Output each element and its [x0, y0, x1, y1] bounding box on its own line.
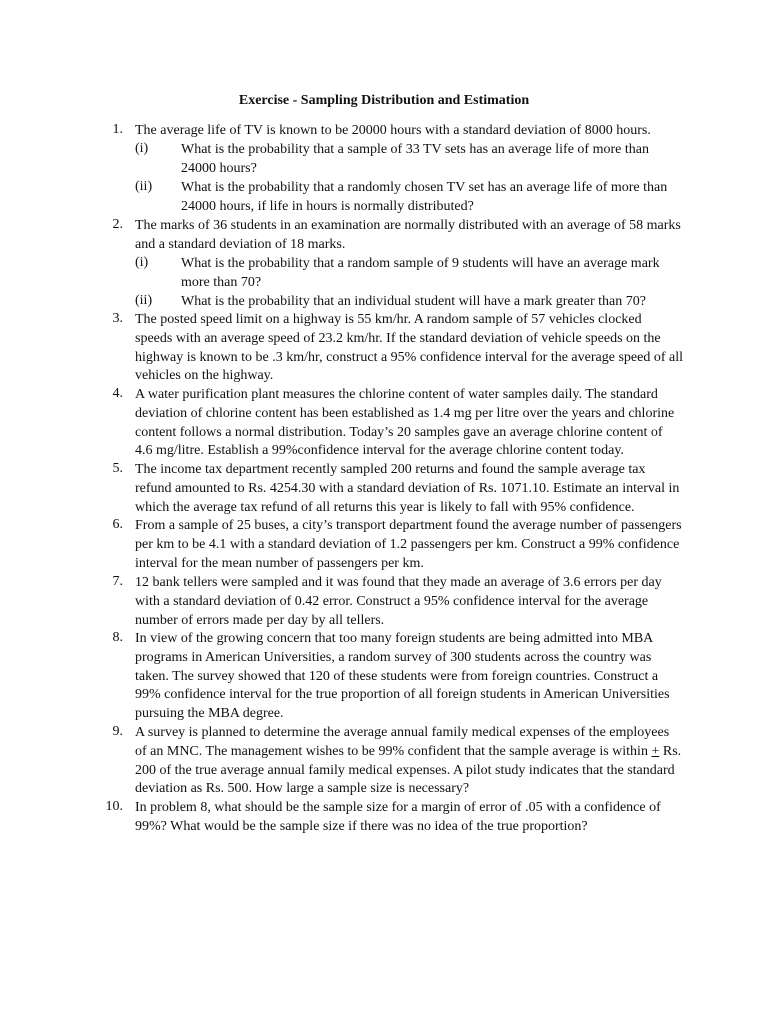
question-line — [135, 743, 680, 762]
question-number: 6. — [112, 517, 123, 532]
part-label: (i) — [135, 141, 149, 156]
part-line: What is the probability that a randomly chosen TV set has an average life of more than — [181, 180, 668, 195]
part-label: (ii) — [135, 293, 153, 308]
part-line: more than 70? — [181, 274, 262, 290]
question-line: number of errors made per day by all tellers. — [135, 612, 385, 628]
question-number: 9. — [112, 724, 123, 739]
part-line: What is the probability that a sample of 33 TV sets has an average life of more than — [181, 142, 649, 157]
question-line: A water purification plant measures the chlorine content of water samples daily. The standard — [135, 387, 658, 402]
plus-minus-symbol: + — [651, 743, 660, 759]
question-line: 99%? What would be the sample size if there was no idea of the true proportion? — [135, 818, 588, 834]
part-line: What is the probability that a random sample of 9 students will have an average mark — [181, 256, 660, 271]
question-line: deviation as Rs. 500. How large a sample size is necessary? — [135, 781, 470, 797]
question-line: The marks of 36 students in an examination are normally distributed with an average of 58 marks — [135, 218, 681, 233]
question-line-text: of an MNC. The management wishes to be 99% confident that the sample average is within — [135, 743, 652, 759]
question-line: 200 of the true average annual family medical expenses. A pilot study indicates that the standard — [135, 762, 675, 778]
part-line: 24000 hours, if life in hours is normally distributed? — [181, 198, 474, 214]
question-line: In view of the growing concern that too many foreign students are being admitted into MBA — [135, 631, 654, 646]
part-line: 24000 hours? — [181, 160, 257, 176]
question-line: From a sample of 25 buses, a city’s transport department found the average number of passengers — [135, 518, 682, 533]
part-label: (ii) — [135, 179, 153, 194]
question-number: 5. — [112, 461, 123, 476]
question-line: and a standard deviation of 18 marks. — [135, 236, 346, 252]
question-line: with a standard deviation of 0.42 error. Construct a 95% confidence interval for the average — [135, 593, 649, 609]
question-line: programs in American Universities, a random survey of 300 students across the country was — [135, 649, 652, 665]
question-line: per km to be 4.1 with a standard deviation of 1.2 passengers per km. Construct a 99% confidence — [135, 536, 680, 552]
part-line: What is the probability that an individual student will have a mark greater than 70? — [181, 294, 646, 309]
question-line: 12 bank tellers were sampled and it was found that they made an average of 3.6 errors per day — [135, 575, 662, 590]
question-line: highway is known to be .3 km/hr, construct a 95% confidence interval for the average speed of all — [135, 349, 683, 365]
question-line: refund amounted to Rs. 4254.30 with a standard deviation of Rs. 1071.10. Estimate an interval in — [135, 480, 680, 496]
question-number: 7. — [112, 574, 123, 589]
question-line: The income tax department recently sampled 200 returns and found the sample average tax — [135, 462, 646, 477]
question-line: A survey is planned to determine the average annual family medical expenses of the employees — [135, 725, 670, 740]
question-line: interval for the mean number of passengers per km. — [135, 555, 424, 571]
question-number: 3. — [112, 311, 123, 326]
part-label: (i) — [135, 255, 149, 270]
question-line: vehicles on the highway. — [135, 368, 274, 384]
question-line: 4.6 mg/litre. Establish a 99%confidence interval for the average chlorine content today. — [135, 443, 624, 459]
question-line: The posted speed limit on a highway is 55 km/hr. A random sample of 57 vehicles clocked — [135, 312, 642, 327]
question-line: deviation of chlorine content has been established as 1.4 mg per litre over the years and chlorine — [135, 405, 675, 421]
question-line: 99% confidence interval for the true proportion of all foreign students in American Universities — [135, 687, 670, 703]
question-number: 8. — [112, 630, 123, 645]
question-number: 1. — [112, 122, 123, 137]
page-title: Exercise - Sampling Distribution and Estimation — [238, 93, 530, 108]
question-line: taken. The survey showed that 120 of these students were from foreign countries. Construct a — [135, 668, 659, 684]
question-line: content follows a normal distribution. Today’s 20 samples gave an average chlorine content of — [135, 424, 663, 440]
question-line: speeds with an average speed of 23.2 km/hr. If the standard deviation of vehicle speeds on the — [135, 330, 661, 346]
currency-suffix: Rs. — [659, 743, 682, 759]
question-line: In problem 8, what should be the sample size for a margin of error of .05 with a confidence of — [135, 800, 661, 815]
question-number: 4. — [112, 386, 123, 401]
question-number: 2. — [112, 217, 123, 232]
question-line: The average life of TV is known to be 20000 hours with a standard deviation of 8000 hours. — [135, 123, 651, 138]
question-line: pursuing the MBA degree. — [135, 706, 284, 722]
question-line: which the average tax refund of all returns this year is likely to fall with 95% confidence. — [135, 499, 635, 515]
question-number: 10. — [105, 799, 123, 814]
